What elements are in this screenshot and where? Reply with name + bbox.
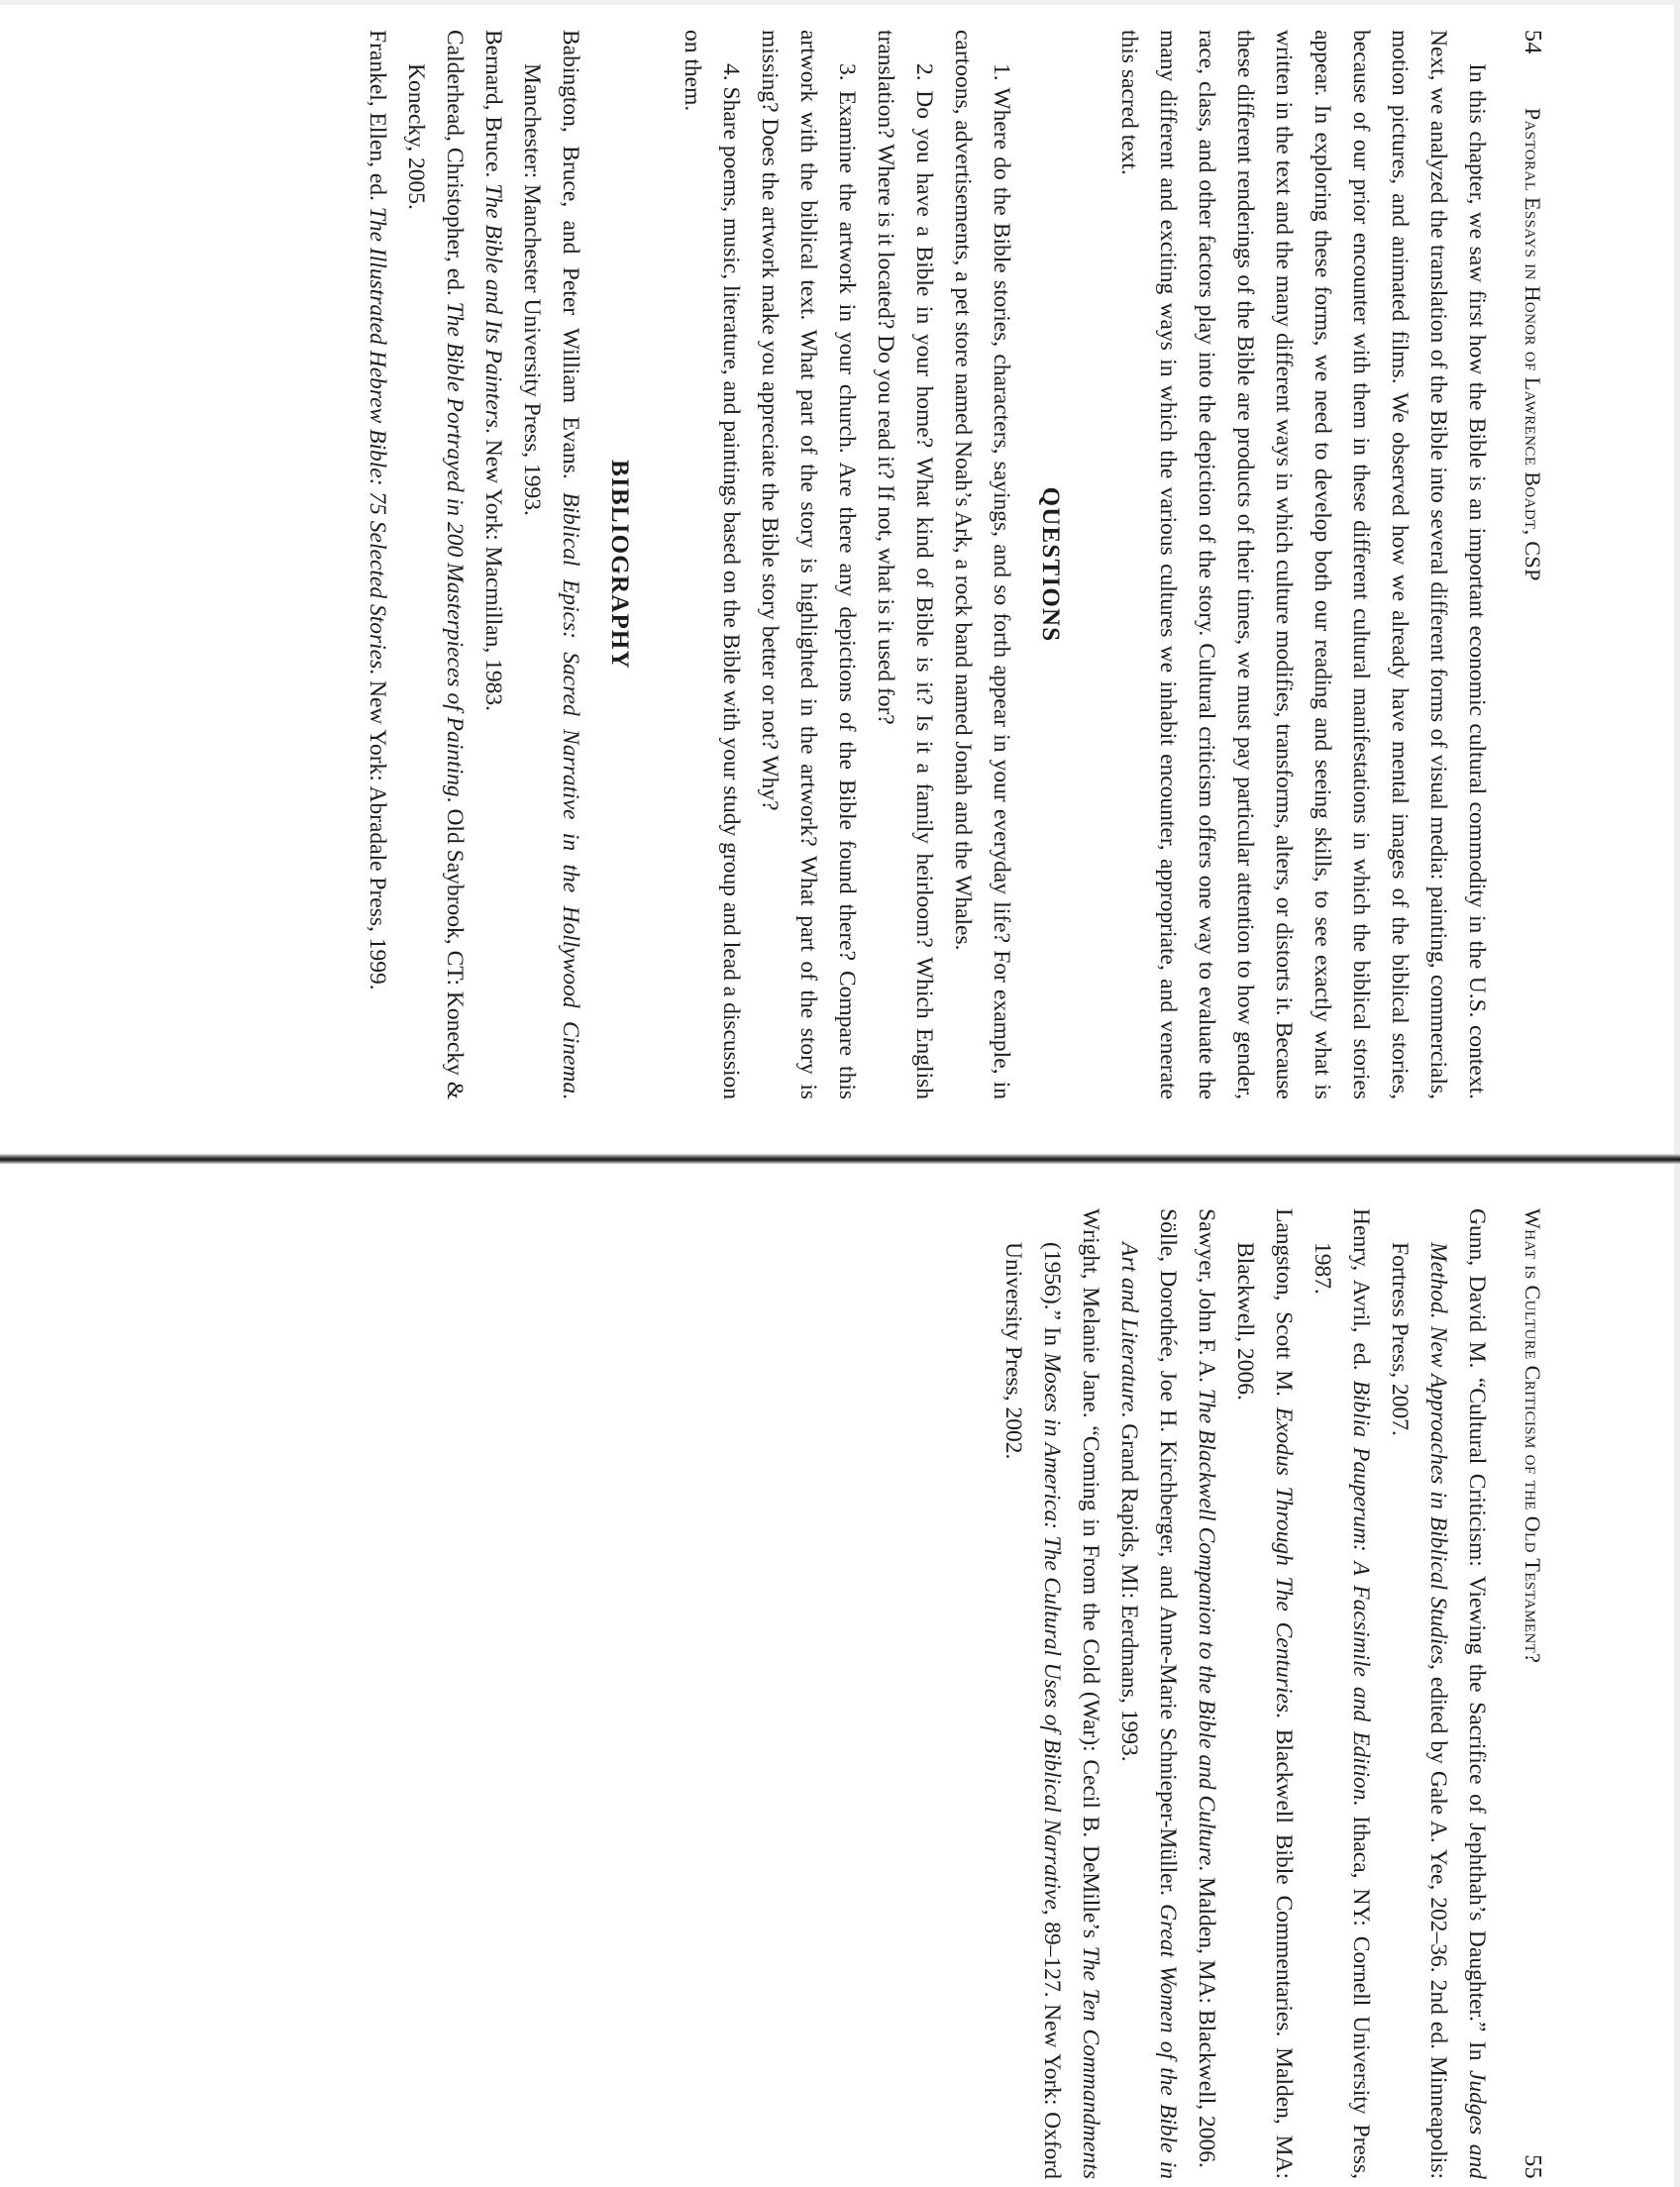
page-54 (365, 30, 1545, 1100)
page-number: 55 (1520, 2154, 1545, 2179)
scan-top-edge (0, 0, 1680, 5)
page-number: 54 (1520, 30, 1545, 54)
bib-entry: Calderhead, Christopher, ed. The Bible Portrayed in 200 Masterpieces of Painting. Old Saybrook, CT: Konecky & Konecky, 2005. (403, 30, 468, 1100)
running-head-title: What is Culture Criticism of the Old Testament? (1521, 1208, 1545, 1664)
bib-entry: Bernard, Bruce. The Bible and Its Painters. New York: Macmillan, 1983. (480, 30, 506, 711)
bib-entry: Sölle, Dorothée, Joe H. Kirchberger, and Anne-Marie Schnieper-Müller. Great Women of the Bible in Art and Literature. Grand Rapids, MI: Eerdmans, 1993. (1116, 1208, 1181, 2179)
running-head-right (1496, 1208, 1545, 2179)
bib-entry: Frankel, Ellen, ed. The Illustrated Hebrew Bible: 75 Selected Stories. New York: Abradale Press, 1999. (365, 30, 390, 990)
running-head-left (1496, 30, 1545, 1099)
bibliography-list (358, 30, 589, 1099)
question-2: 2. Do you have a Bible in your home? What kind of Bible is it? Is it a family heirloom? Which English translation? Where is it located? Do you read it? If not, what is it used for? (873, 30, 937, 1099)
book-gutter (0, 1154, 1680, 1164)
question-4: 4. Share poems, music, literature, and paintings based on the Bible with your study group and lead a discussion on them. (680, 30, 744, 1099)
question-1: 1. Where do the Bible stories, characters, sayings, and so forth appear in your everyday life? For example, in cartoons, advertisements, a pet store named Noah’s Ark, a rock band named Jonah and the Whales. (950, 30, 1014, 1099)
bib-entry: Sawyer, John F. A. The Blackwell Companion to the Bible and Culture. Malden, MA: Blackwell, 2006. (1194, 1208, 1219, 2168)
page-55 (495, 1208, 1545, 2179)
intro-paragraph: In this chapter, we saw first how the Bible is an important economic cultural commodity in the U.S. context. Next, we analyzed the translation of the Bible into several different forms of visual media: painting, commercials, motion pictures, and animated films. We observed how we already have mental images of the biblical stories, because of our prior encounter with them in these different cultural manifestations in which the biblical stories appear. In exploring these forms, we need to develop both our reading and seeing skills, to see exactly what is written in the text and the many different ways in which culture modifies, transforms, alters, or distorts it. Because these different renderings of the Bible are products of their times, we must pay particular attention to how gender, race, class, and other factors play into the depiction of the story. Cultural criticism offers one way to evaluate the many different and exciting ways in which the various cultures we inhabit encounter, appropriate, and venerate this sacred text. (1116, 30, 1490, 1099)
bib-entry: Henry, Avril, ed. Biblia Pauperum: A Facsimile and Edition. Ithaca, NY: Cornell University Press, 1987. (1310, 1208, 1374, 2179)
question-3: 3. Examine the artwork in your church. Are there any depictions of the Bible found there? Compare this artwork with the biblical text. What part of the story is highlighted in the artwork? What part of the story is missing? Does the artwork make you appreciate the Bible story better or not? Why? (757, 30, 860, 1099)
bib-entry: Wright, Melanie Jane. “Coming in From the Cold (War): Cecil B. DeMille’s The Ten Commandments (1956).” In Moses in America: The Cultural Uses of Biblical Narrative, 89–127. New York: Oxford University Press, 2002. (1000, 1208, 1103, 2179)
bib-entry: Langston, Scott M. Exodus Through The Centuries. Blackwell Bible Commentaries. Malden, MA: Blackwell, 2006. (1232, 1208, 1297, 2179)
bib-entry: Babington, Bruce, and Peter William Evans. Biblical Epics: Sacred Narrative in the Hollywood Cinema. Manchester: Manchester University Press, 1993. (519, 30, 583, 1100)
questions-heading: QUESTIONS (1037, 486, 1064, 643)
running-head-title: Pastoral Essays in Honor of Lawrence Boadt, CSP (1521, 107, 1545, 581)
bib-entry: Gunn, David M. “Cultural Criticism: Viewing the Sacrifice of Jephthah’s Daughter.” In Judges and Method. New Approaches in Biblical Studies, edited by Gale A. Yee, 202–36. 2nd ed. Minneapolis: Fortress Press, 2007. (1387, 1208, 1490, 2180)
scan-right-edge (1674, 0, 1680, 2187)
bibliography-list-continued (994, 1208, 1496, 2179)
bibliography-heading: BIBLIOGRAPHY (606, 460, 633, 670)
